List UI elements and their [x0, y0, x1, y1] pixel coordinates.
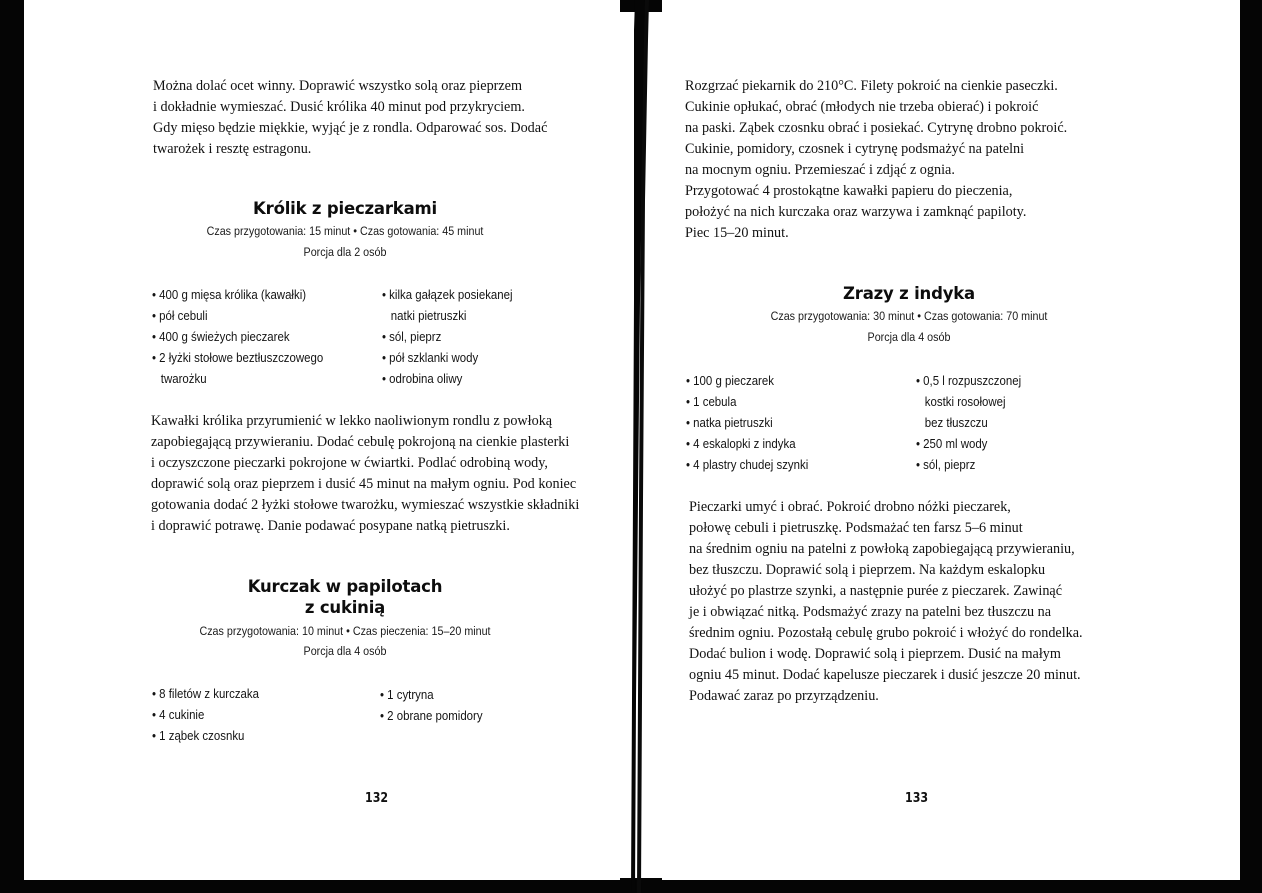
list-item: • 1 ząbek czosnku — [152, 728, 245, 743]
ingredients-list-zrazy-col2 — [916, 370, 1035, 475]
recipe-meta-krolik: Czas przygotowania: 15 minut • Czas gotowania: 45 minut — [206, 224, 484, 238]
list-item: • 250 ml wody — [916, 436, 988, 451]
ingredients-list-kurczak-col1 — [152, 683, 274, 746]
list-item: • 1 cytryna — [380, 687, 434, 702]
gutter-shadow-shape — [619, 0, 663, 893]
recipe-portion-krolik: Porcja dla 2 osób — [303, 245, 387, 259]
page-number-left: 132 — [365, 791, 389, 806]
list-item: • 4 eskalopki z indyka — [686, 436, 796, 451]
scan-edge-right — [1240, 0, 1262, 893]
recipe-title-zrazy: Zrazy z indyka — [843, 284, 975, 303]
list-item: • sól, pieprz — [382, 329, 442, 344]
page-number-right: 133 — [905, 791, 929, 806]
list-item: twarożku — [160, 371, 207, 386]
list-item: • 100 g pieczarek — [686, 373, 774, 388]
list-item: natki pietruszki — [390, 308, 467, 323]
list-item: • natka pietruszki — [686, 415, 773, 430]
ingredients-list-krolik-col2 — [382, 284, 530, 389]
method-paragraph-zrazy: Pieczarki umyć i obrać. Pokroić drobno nóżki pieczarek, połowę cebuli i pietruszkę. Podsmażać ten farsz 5–6 minut na średnim ogniu na patelni z powłoką zapobiegającą przywieraniu, bez tłuszczu. Doprawić solą i pieprzem. Na każdym eskalopku ułożyć po plastrze szynki, a następnie purée z pieczarek. Zawinąć je i obwiązać nitką. Podsmażyć zrazy na patelni bez tłuszczu na średnim ogniu. Pozostałą cebulę grubo pokroić i włożyć do rondelka. Dodać bulion i wodę. Doprawić solą i pieprzem. Dusić na małym ogniu 45 minut. Dodać kapelusze pieczarek i dusić jeszcze 20 minut. Podawać zaraz po przyrządzeniu. — [689, 499, 1083, 704]
list-item: bez tłuszczu — [924, 415, 988, 430]
recipe-portion-kurczak: Porcja dla 4 osób — [303, 644, 387, 658]
list-item: • sól, pieprz — [916, 457, 976, 472]
list-item: • 4 cukinie — [152, 707, 205, 722]
list-item: • 1 cebula — [686, 394, 737, 409]
recipe-meta-zrazy: Czas przygotowania: 30 minut • Czas gotowania: 70 minut — [770, 309, 1048, 323]
list-item: • 400 g mięsa królika (kawałki) — [152, 287, 307, 302]
list-item: • 400 g świeżych pieczarek — [152, 329, 290, 344]
list-item: • 2 łyżki stołowe beztłuszczowego — [152, 350, 324, 365]
recipe-title-krolik: Królik z pieczarkami — [253, 199, 437, 218]
right-page — [662, 0, 1240, 880]
list-item: kostki rosołowej — [924, 394, 1006, 409]
list-item: • odrobina oliwy — [382, 371, 463, 386]
scan-edge-left — [0, 0, 24, 893]
left-page — [24, 0, 620, 880]
list-item: • kilka gałązek posiekanej — [382, 287, 513, 302]
ingredients-list-zrazy-col1 — [686, 370, 825, 475]
method-paragraph-krolik: Kawałki królika przyrumienić w lekko naoliwionym rondlu z powłoką zapobiegającą przywieraniu. Dodać cebulę pokrojoną na cienkie plasterki i oczyszczone pieczarki pokrojone w ćwiartki. Podlać odrobiną wody, doprawić solą oraz pieprzem i dusić 45 minut na małym ogniu. Pod koniec gotowania dodać 2 łyżki stołowe twarożku, wymieszać wszystkie składniki i doprawić potrawę. Danie podawać posypane natką pietruszki. — [151, 413, 580, 534]
method-paragraph-kurczak: Rozgrzać piekarnik do 210°C. Filety pokroić na cienkie paseczki. Cukinie opłukać, obrać (młodych nie trzeba obierać) i pokroić na paski. Ząbek czosnku obrać i posiekać. Cytrynę drobno pokroić. Cukinie, pomidory, czosnek i cytrynę podsmażyć na patelni na mocnym ogniu. Przemieszać i zdjąć z ognia. Przygotować 4 prostokątne kawałki papieru do pieczenia, położyć na nich kurczaka oraz warzywa i zamknąć papiloty. Piec 15–20 minut. — [685, 78, 1068, 241]
recipe-meta-kurczak: Czas przygotowania: 10 minut • Czas pieczenia: 15–20 minut — [199, 624, 491, 638]
list-item: • 4 plastry chudej szynki — [686, 457, 809, 472]
book-gutter — [619, 0, 663, 893]
list-item: • 2 obrane pomidory — [380, 708, 483, 723]
list-item: • pół szklanki wody — [382, 350, 479, 365]
list-item: • 8 filetów z kurczaka — [152, 686, 260, 701]
intro-paragraph-left: Można dolać ocet winny. Doprawić wszystko solą oraz pieprzem i dokładnie wymieszać. Dusić królika 40 minut pod przykryciem. Gdy mięso będzie miękkie, wyjąć je z rondla. Odparować sos. Dodać twarożek i resztę estragonu. — [153, 78, 548, 157]
list-item: • pół cebuli — [152, 308, 208, 323]
recipe-portion-zrazy: Porcja dla 4 osób — [867, 330, 951, 344]
list-item: • 0,5 l rozpuszczonej — [916, 373, 1022, 388]
recipe-title-kurczak-line2: z cukinią — [304, 598, 386, 617]
recipe-title-kurczak-line1: Kurczak w papilotach — [247, 577, 443, 596]
ingredients-list-krolik-col1 — [152, 284, 347, 389]
ingredients-list-kurczak-col2 — [380, 684, 497, 726]
